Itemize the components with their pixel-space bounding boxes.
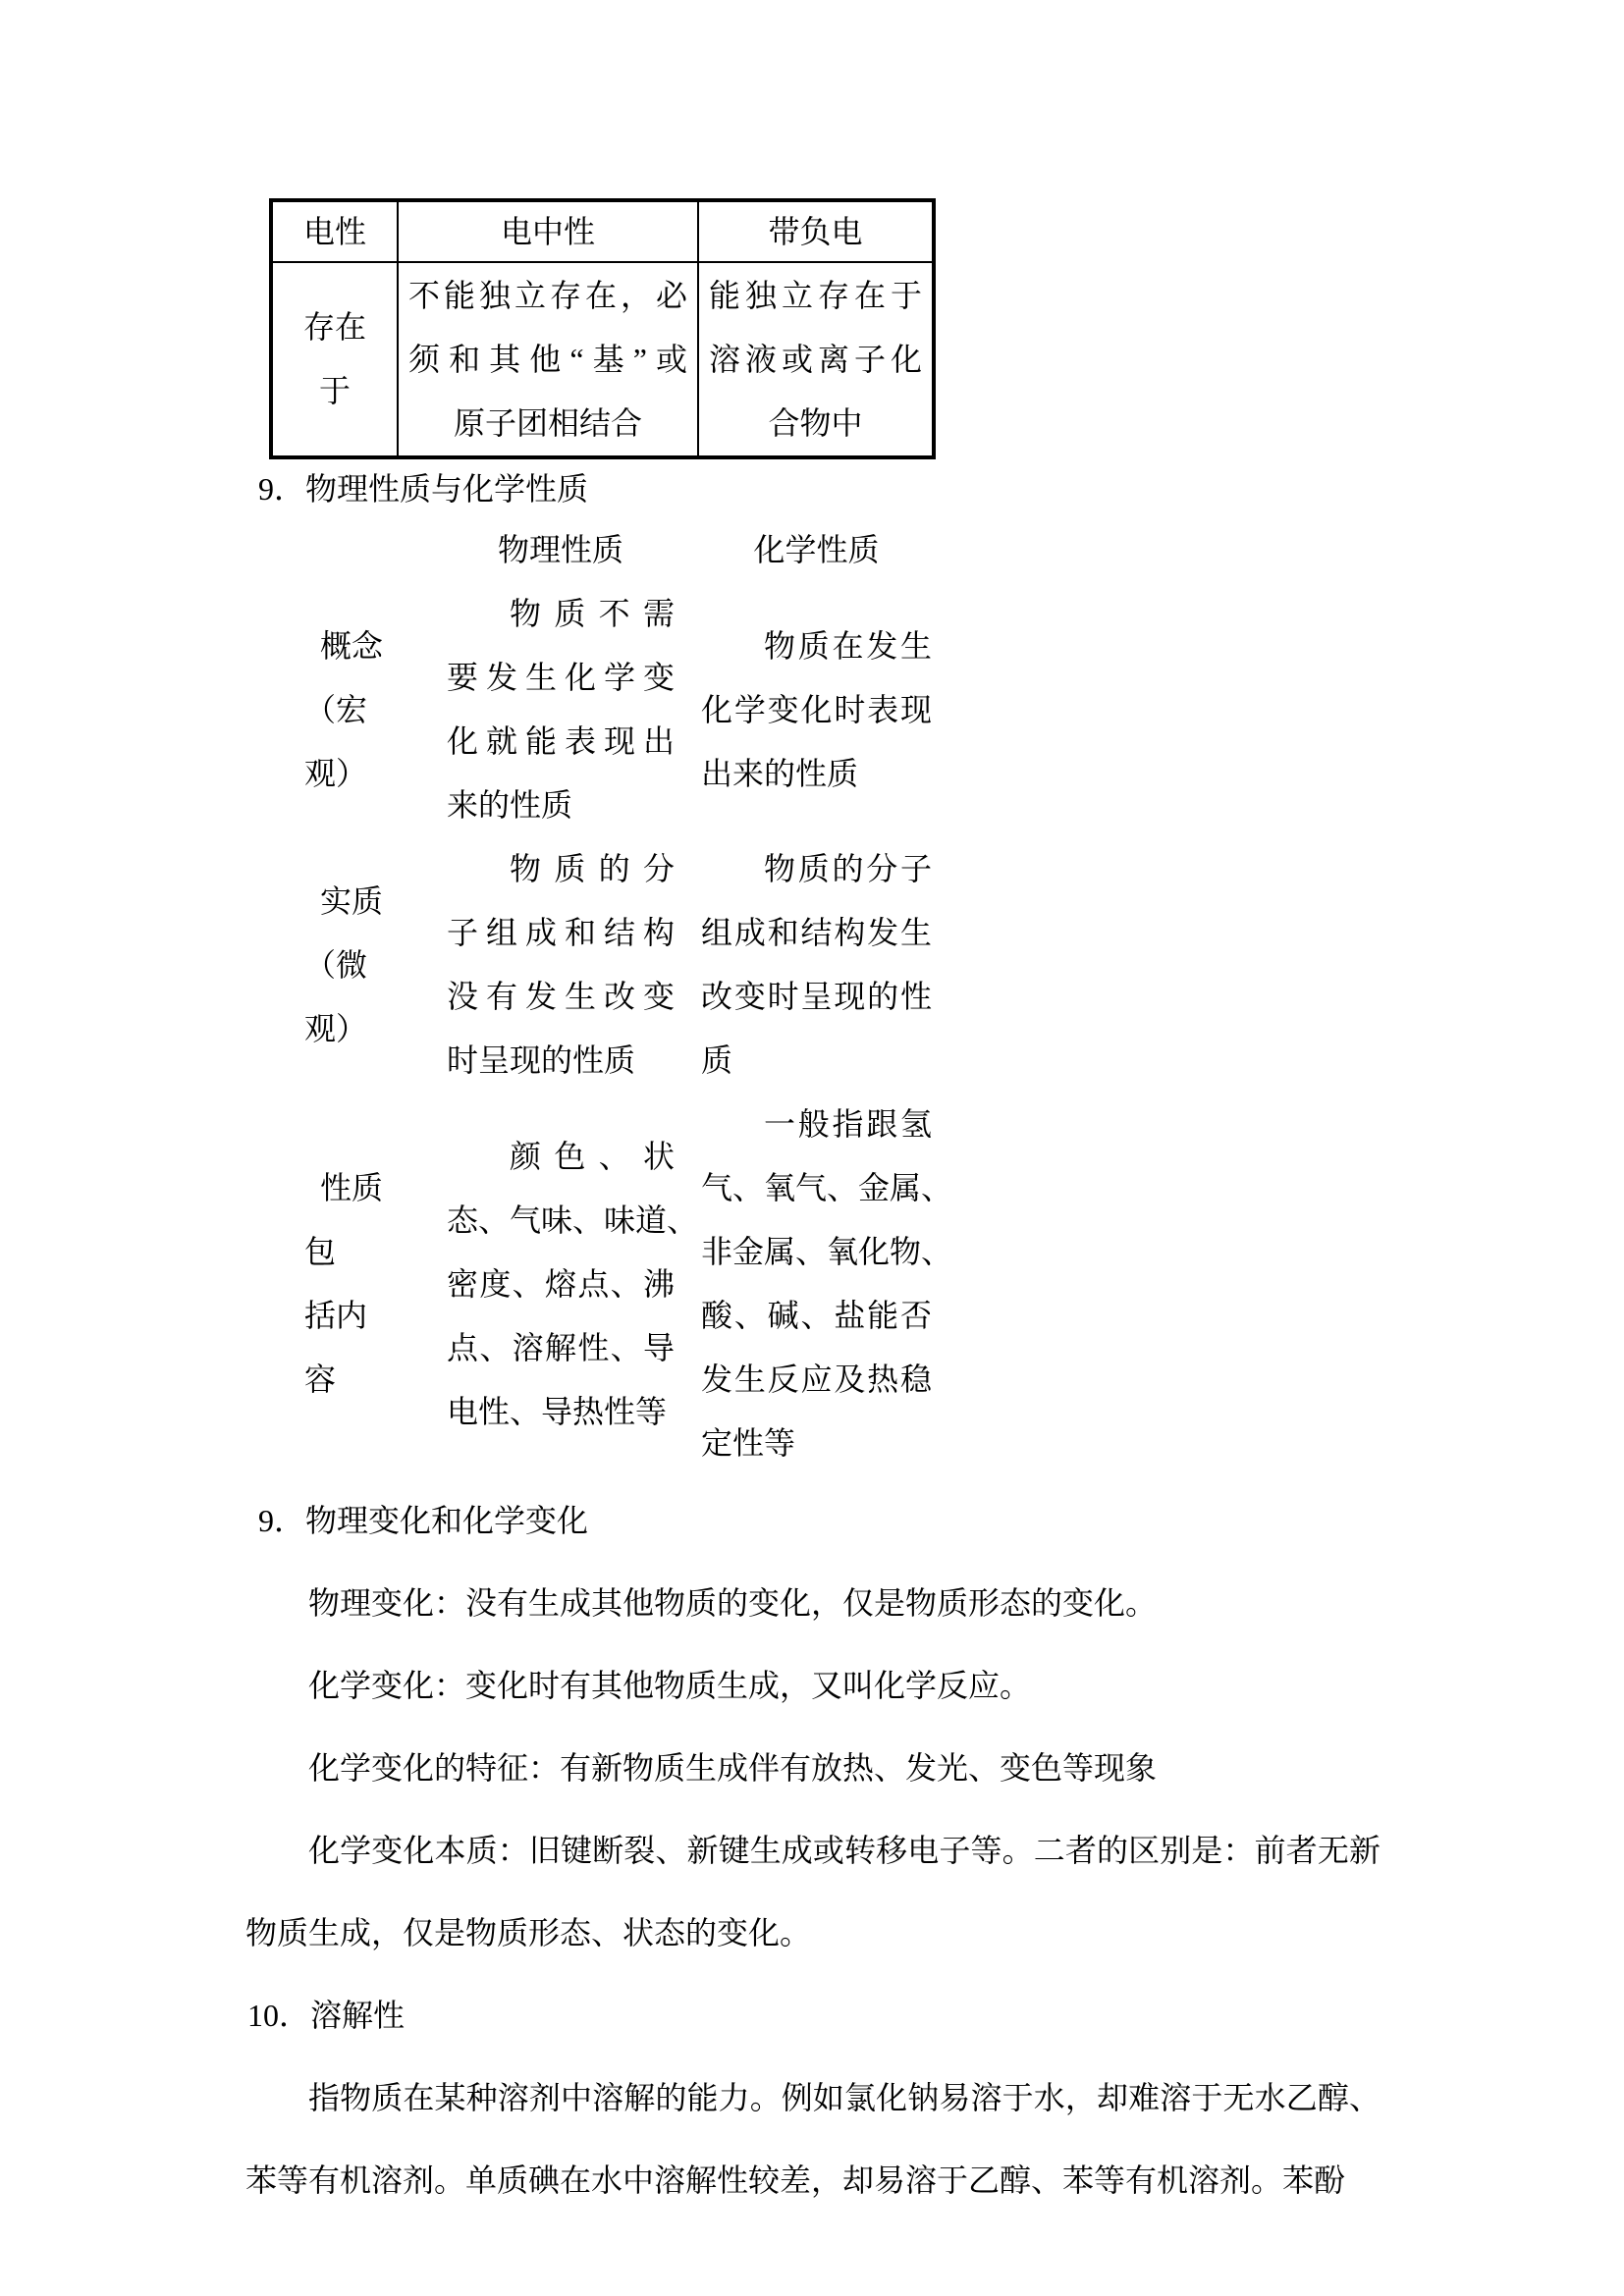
text-line: 气、氧气、金属、 — [701, 1170, 953, 1205]
table-header-cell: 电性 — [271, 200, 398, 262]
text-line: 点、溶解性、导 — [447, 1329, 675, 1365]
text-line: 括内 — [304, 1298, 368, 1333]
text-line: 概念 — [320, 627, 384, 664]
table-cell-negative — [698, 262, 934, 457]
section-10-heading: 10．溶解性 — [247, 1998, 406, 2033]
paragraph: 指物质在某种溶剂中溶解的能力。例如氯化钠易溶于水，却难溶于无水乙醇、苯等有机溶剂。单质碘在水中溶解性较差，却易溶于乙醇、苯等有机溶剂。苯酚 — [245, 2080, 1380, 2198]
text-line: 子组成和结构 — [447, 915, 675, 950]
text-line: 密度、熔点、沸 — [447, 1265, 675, 1302]
text-line: 化就能表现出 — [447, 723, 675, 759]
text-line: 观） — [304, 755, 368, 791]
text-line: 物质的分子 — [764, 851, 932, 886]
text-line: 没有发生改变 — [447, 979, 675, 1014]
row-label-cell — [304, 870, 422, 1061]
text-line: 实质 — [320, 882, 384, 919]
chemical-column-header: 化学性质 — [753, 532, 880, 567]
text-line: 酸、碱、盐能否 — [701, 1298, 932, 1333]
comparison-header-row — [304, 518, 1624, 582]
text-line: （宏 — [304, 691, 368, 727]
table-cell-neutral — [398, 262, 698, 457]
text-line: 非金属、氧化物、 — [701, 1234, 953, 1269]
comparison-header-spacer — [304, 518, 422, 582]
text-line: 电性、导热性等 — [447, 1393, 668, 1429]
properties-comparison-table — [304, 518, 1624, 1475]
text-line: 原子团相结合 — [453, 404, 642, 441]
table-header-cell: 电中性 — [398, 200, 698, 262]
physical-cell — [447, 1125, 699, 1444]
chemical-cell — [701, 614, 932, 806]
text-line: 颜色、状 — [510, 1138, 675, 1174]
physical-cell — [447, 582, 675, 837]
text-line: 发生反应及热稳 — [701, 1362, 932, 1397]
text-line: 不能独立存在，必 — [408, 277, 687, 313]
comparison-row — [304, 837, 1624, 1093]
text-line: 容 — [304, 1362, 337, 1397]
comparison-row — [304, 1093, 1624, 1475]
text-line: 出来的性质 — [701, 755, 859, 791]
paragraph: 化学变化：变化时有其他物质生成，又叫化学反应。 — [308, 1668, 1032, 1703]
section-9b-heading: 9．物理变化和化学变化 — [258, 1503, 589, 1538]
text-line: 须和其他“基”或 — [408, 341, 687, 377]
table-body-row — [271, 262, 934, 457]
chemical-cell — [701, 1093, 953, 1475]
text-line: 存在 — [302, 309, 366, 345]
table-cell-label — [271, 262, 398, 457]
row-label-cell — [304, 614, 422, 806]
text-line: 要发生化学变 — [447, 660, 675, 695]
text-line: （微 — [304, 946, 368, 983]
text-line: 时呈现的性质 — [447, 1042, 636, 1078]
table-header-row — [271, 200, 934, 262]
text-line: 能独立存在于 — [709, 277, 922, 313]
text-line: 观） — [304, 1010, 368, 1046]
table-header-cell: 带负电 — [698, 200, 934, 262]
text-line: 于 — [318, 373, 351, 408]
text-line: 一般指跟氢 — [764, 1106, 932, 1142]
text-line: 态、气味、味道、 — [447, 1201, 699, 1238]
paragraph: 化学变化本质：旧键断裂、新键生成或转移电子等。二者的区别是：前者无新物质生成，仅是物质形态、状态的变化。 — [245, 1833, 1380, 1950]
text-line: 质 — [701, 1042, 733, 1078]
physical-column-header: 物理性质 — [497, 532, 623, 567]
text-line: 溶液或离子化 — [709, 341, 922, 377]
comparison-row — [304, 582, 1624, 837]
physical-cell — [447, 837, 675, 1093]
text-line: 物质不需 — [510, 596, 675, 631]
paragraph: 物理变化：没有生成其他物质的变化，仅是物质形态的变化。 — [308, 1585, 1158, 1621]
text-line: 改变时呈现的性 — [701, 979, 932, 1014]
paragraph: 化学变化的特征：有新物质生成伴有放热、发光、变色等现象 — [308, 1750, 1158, 1786]
text-line: 来的性质 — [447, 787, 573, 823]
text-line: 化学变化时表现 — [701, 691, 932, 727]
text-line: 包 — [304, 1234, 337, 1269]
chemical-cell — [701, 837, 932, 1093]
text-line: 定性等 — [701, 1425, 796, 1461]
text-line: 物质在发生 — [764, 627, 932, 664]
row-label-cell — [304, 1156, 422, 1412]
text-line: 物质的分 — [510, 851, 675, 886]
electric-property-table — [269, 198, 936, 459]
text-line: 性质 — [320, 1170, 384, 1205]
text-line: 合物中 — [768, 404, 863, 441]
text-line: 组成和结构发生 — [701, 915, 932, 950]
section-9a-heading: 9．物理性质与化学性质 — [258, 471, 589, 507]
